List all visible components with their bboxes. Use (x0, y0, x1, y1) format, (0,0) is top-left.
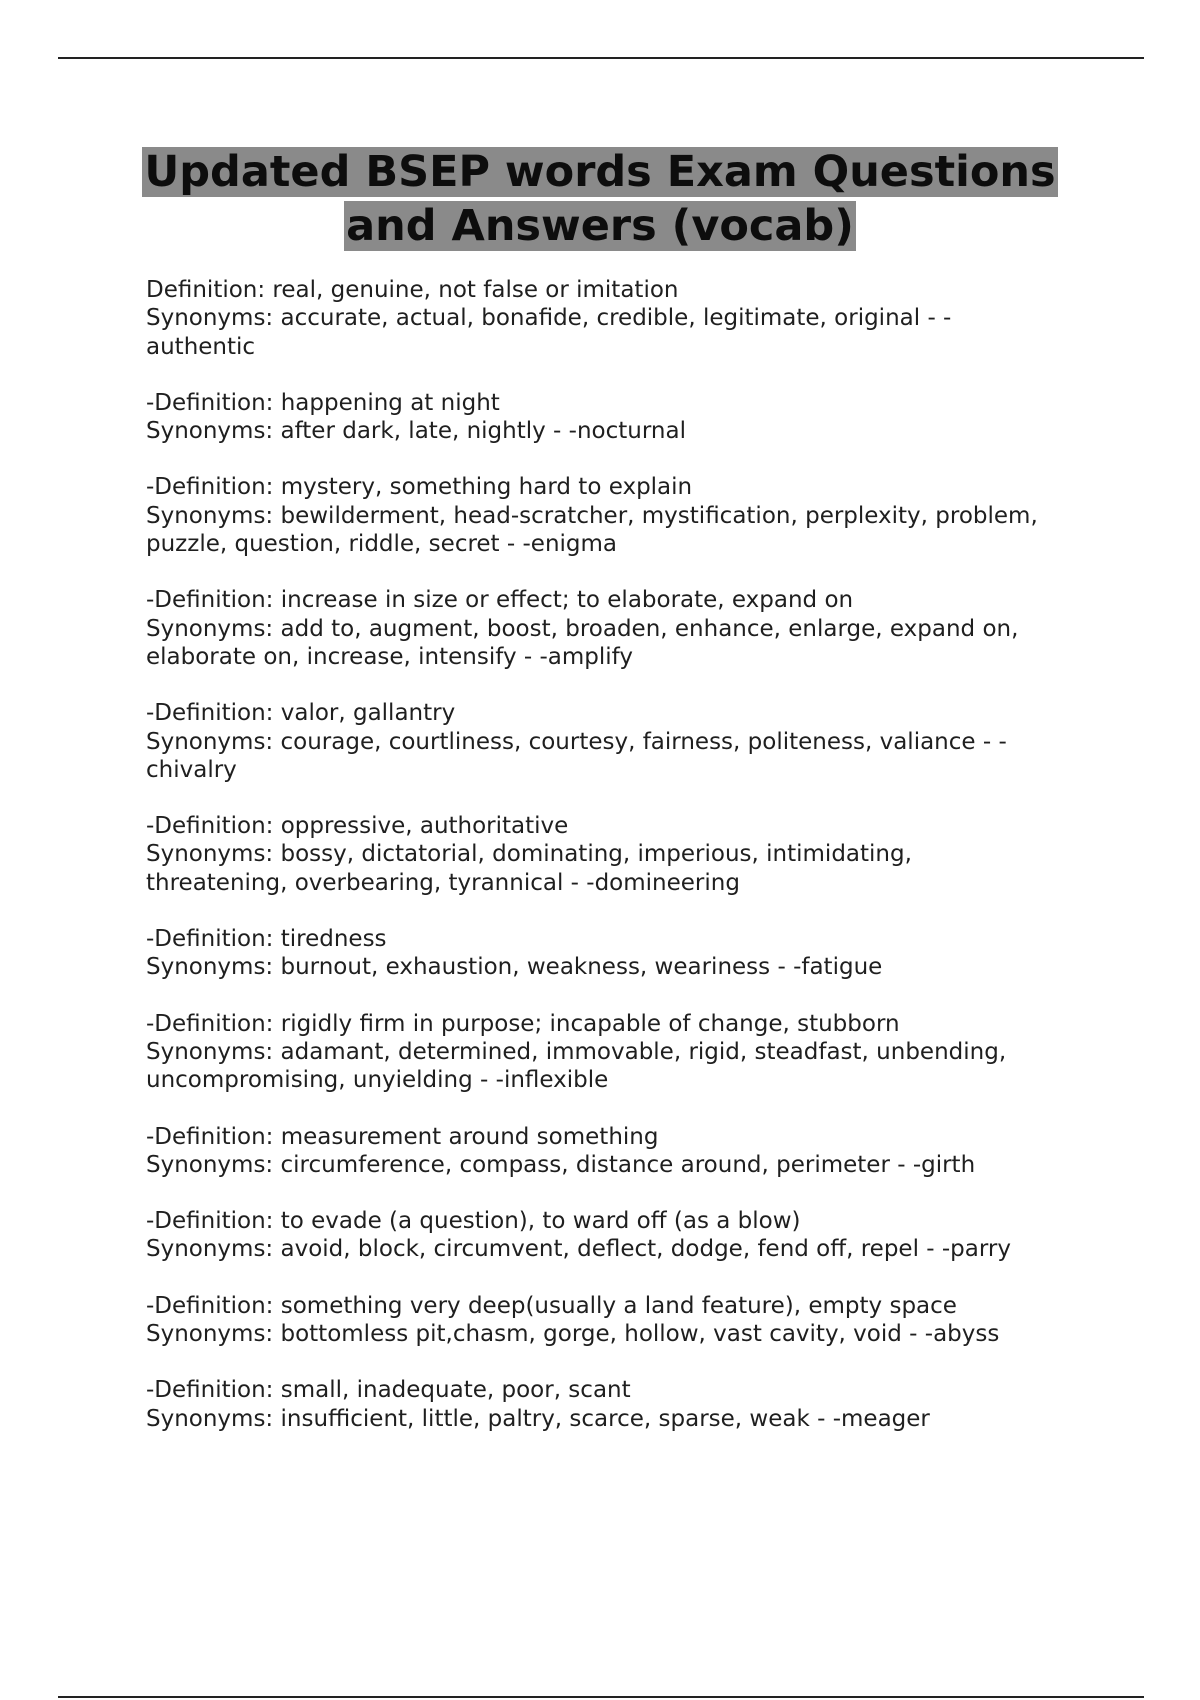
term-line: chivalry (146, 756, 237, 783)
vocab-entry (146, 1010, 1096, 1095)
header-rule (58, 57, 1144, 59)
synonyms-line: Synonyms: bewilderment, head-scratcher, mystification, perplexity, problem, (146, 502, 1038, 529)
term-line: uncompromising, unyielding - -inflexible (146, 1067, 609, 1094)
definition-line: -Definition: something very deep(usually a land feature), empty space (146, 1292, 957, 1319)
definition-line: Definition: real, genuine, not false or imitation (146, 277, 679, 303)
definition-line: -Definition: measurement around something (146, 1123, 659, 1150)
synonyms-line: Synonyms: courage, courtliness, courtesy, fairness, politeness, valiance - - (146, 728, 1007, 755)
synonyms-line: Synonyms: avoid, block, circumvent, deflect, dodge, fend off, repel - -parry (146, 1236, 1011, 1263)
definition-line: -Definition: valor, gallantry (146, 700, 456, 727)
synonyms-line: Synonyms: bossy, dictatorial, dominating, imperious, intimidating, (146, 841, 912, 868)
synonyms-line: Synonyms: add to, augment, boost, broaden, enhance, enlarge, expand on, (146, 615, 1019, 642)
definition-line: -Definition: oppressive, authoritative (146, 813, 569, 840)
definition-line: -Definition: rigidly firm in purpose; incapable of change, stubborn (146, 1010, 900, 1037)
synonyms-line: Synonyms: burnout, exhaustion, weakness, weariness - -fatigue (146, 954, 883, 981)
vocab-entry (146, 812, 1096, 897)
definition-line: -Definition: mystery, something hard to explain (146, 474, 693, 501)
document-title (100, 145, 1100, 253)
vocab-list (146, 276, 1096, 1461)
term-line: threatening, overbearing, tyrannical - -domineering (146, 869, 740, 896)
term-line: authentic (146, 333, 256, 360)
vocab-entry (146, 1376, 1096, 1433)
title-line-1: Updated BSEP words Exam Questions (144, 147, 1056, 197)
synonyms-line: Synonyms: circumference, compass, distance around, perimeter - -girth (146, 1151, 976, 1178)
footer-rule (58, 1696, 1144, 1698)
vocab-entry (146, 389, 1096, 446)
definition-line: -Definition: tiredness (146, 926, 387, 953)
synonyms-line: Synonyms: bottomless pit,chasm, gorge, hollow, vast cavity, void - -abyss (146, 1321, 1000, 1348)
synonyms-line: Synonyms: adamant, determined, immovable, rigid, steadfast, unbending, (146, 1038, 1007, 1065)
vocab-entry (146, 1207, 1096, 1264)
title-line-2: and Answers (vocab) (346, 201, 854, 251)
term-line: elaborate on, increase, intensify - -amplify (146, 643, 633, 670)
definition-line: -Definition: small, inadequate, poor, scant (146, 1377, 631, 1404)
vocab-entry (146, 586, 1096, 671)
definition-line: -Definition: to evade (a question), to ward off (as a blow) (146, 1208, 801, 1235)
synonyms-line: Synonyms: insufficient, little, paltry, scarce, sparse, weak - -meager (146, 1405, 930, 1432)
vocab-entry (146, 925, 1096, 982)
vocab-entry (146, 1292, 1096, 1349)
vocab-entry (146, 699, 1096, 784)
definition-line: -Definition: increase in size or effect; to elaborate, expand on (146, 587, 854, 614)
definition-line: -Definition: happening at night (146, 389, 500, 416)
vocab-entry (146, 473, 1096, 558)
vocab-entry (146, 1123, 1096, 1180)
synonyms-line: Synonyms: after dark, late, nightly - -nocturnal (146, 418, 686, 445)
synonyms-line: Synonyms: accurate, actual, bonafide, credible, legitimate, original - - (146, 305, 952, 332)
vocab-entry (146, 276, 1096, 361)
term-line: puzzle, question, riddle, secret - -enigma (146, 531, 618, 558)
